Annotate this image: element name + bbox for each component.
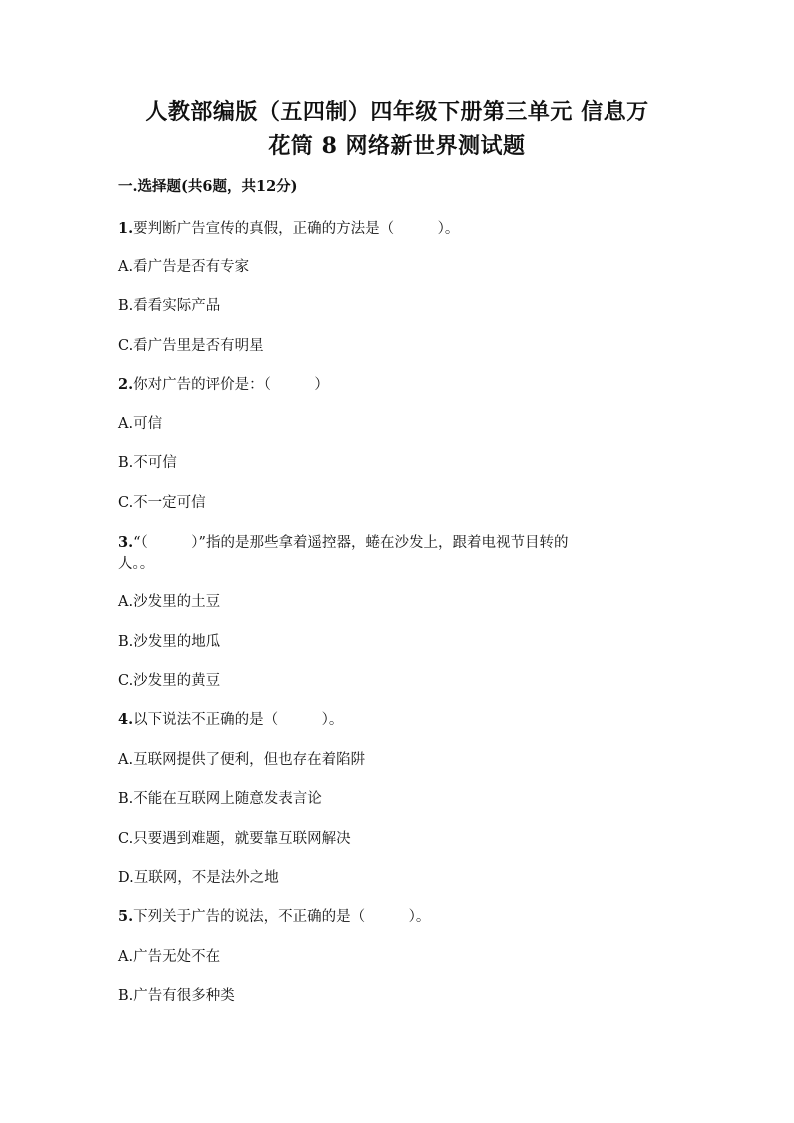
question-text: 要判断广告宣传的真假，正确的方法是（ ）。 [133, 221, 460, 237]
question-number: 2. [118, 376, 134, 393]
option-3c: C.沙发里的黄豆 [118, 673, 221, 689]
question-3 [118, 532, 678, 554]
option-1b: B.看看实际产品 [118, 298, 221, 314]
question-2 [118, 374, 678, 396]
option-1a: A.看广告是否有专家 [118, 259, 250, 275]
option-4a: A.互联网提供了便利，但也存在着陷阱 [118, 752, 366, 768]
question-text: “（ ）”指的是那些拿着遥控器，蜷在沙发上，跟着电视节目转的 [133, 535, 569, 551]
document-title-line-1: 人教部编版（五四制）四年级下册第三单元 信息万 [145, 99, 649, 125]
option-5b: B.广告有很多种类 [118, 988, 235, 1004]
option-3b: B.沙发里的地瓜 [118, 634, 221, 650]
question-text: 你对广告的评价是：（ ） [133, 377, 329, 393]
option-4c: C.只要遇到难题，就要靠互联网解决 [118, 831, 351, 847]
option-4b: B.不能在互联网上随意发表言论 [118, 791, 322, 807]
question-number: 3. [118, 534, 134, 551]
option-1c: C.看广告里是否有明星 [118, 338, 264, 354]
question-1 [118, 218, 678, 240]
question-text: 以下说法不正确的是（ ）。 [133, 712, 344, 728]
option-2b: B.不可信 [118, 455, 177, 471]
option-2c: C.不一定可信 [118, 495, 206, 511]
question-3-continuation: 人。。 [118, 556, 155, 572]
question-number: 1. [118, 220, 134, 237]
option-2a: A.可信 [118, 416, 163, 432]
question-5 [118, 906, 678, 928]
question-text: 下列关于广告的说法，不正确的是（ ）。 [133, 909, 431, 925]
question-number: 5. [118, 908, 134, 925]
option-3a: A.沙发里的土豆 [118, 594, 221, 610]
option-4d: D.互联网，不是法外之地 [118, 870, 279, 886]
section-heading: 一.选择题(共6题，共12分) [118, 178, 298, 195]
option-5a: A.广告无处不在 [118, 949, 221, 965]
question-4 [118, 709, 678, 731]
document-title-line-2: 花筒 8 网络新世界测试题 [268, 133, 526, 159]
question-number: 4. [118, 711, 134, 728]
